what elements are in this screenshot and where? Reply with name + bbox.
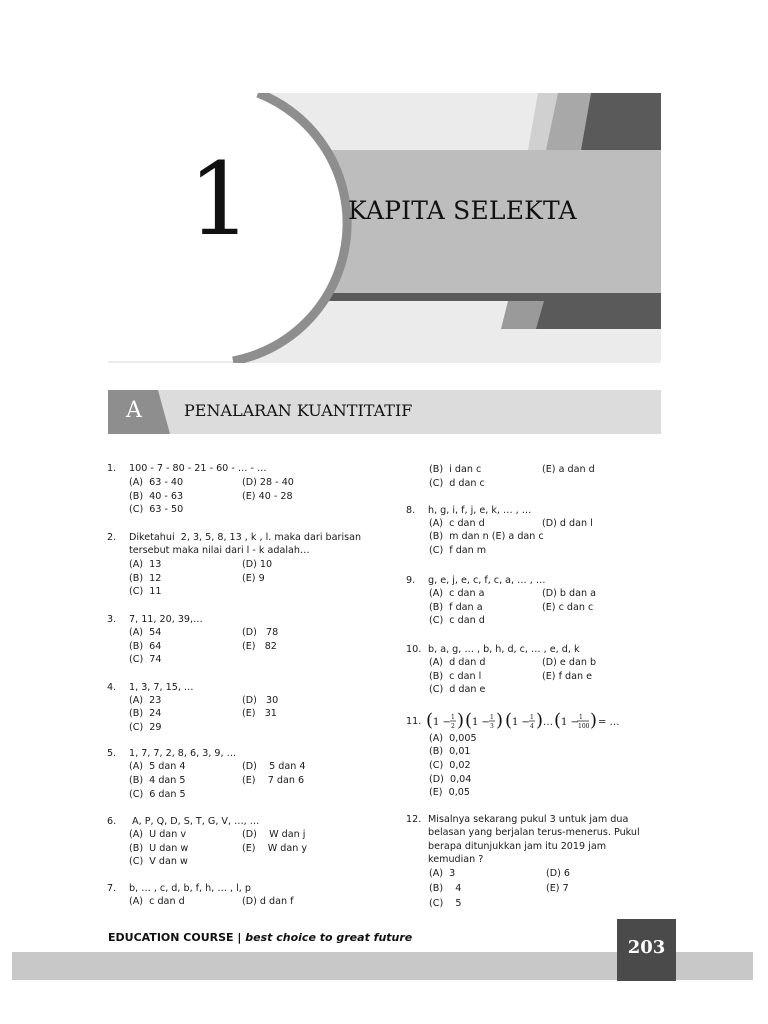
footer-brand: EDUCATION COURSE bbox=[108, 931, 234, 944]
question-stem: h, g, i, f, j, e, k, … , … bbox=[428, 505, 532, 516]
option: (E) a dan d bbox=[542, 464, 595, 475]
section-title: PENALARAN KUANTITATIF bbox=[184, 401, 413, 420]
option: (C) 6 dan 5 bbox=[129, 789, 186, 800]
question-stem: b, a, g, … , b, h, d, c, … , e, d, k bbox=[428, 644, 580, 655]
svg-text:1 −: 1 − bbox=[561, 717, 579, 728]
question-stem: 7, 11, 20, 39,… bbox=[129, 614, 203, 625]
svg-text:(: ( bbox=[554, 710, 562, 731]
option: (D) 30 bbox=[242, 695, 279, 706]
option: (A) U dan v bbox=[129, 829, 186, 840]
formula-den: 3 bbox=[490, 723, 494, 730]
svg-text:(: ( bbox=[426, 710, 434, 731]
option: (B) 24 bbox=[129, 708, 162, 719]
footer-brand-line bbox=[108, 931, 412, 944]
option: (A) 0,005 bbox=[429, 733, 477, 744]
option: (D) d dan f bbox=[242, 896, 294, 907]
option: (C) c dan d bbox=[429, 615, 485, 626]
option: (C) f dan m bbox=[429, 545, 487, 556]
question-number: 1. bbox=[107, 463, 117, 474]
formula-num: 1 bbox=[579, 714, 583, 721]
question-number: 4. bbox=[107, 682, 117, 693]
option: (E) 0,05 bbox=[429, 787, 471, 798]
question-stem: Misalnya sekarang pukul 3 untuk jam dua belasan yang berjalan terus-menerus. Pukul berapa ditunjukkan jam itu 2019 jam kemudian ? bbox=[428, 814, 640, 866]
question-number: 7. bbox=[107, 883, 117, 894]
option: (C) V dan w bbox=[129, 856, 188, 867]
formula-num: 1 bbox=[451, 714, 455, 721]
option: (C) 29 bbox=[129, 722, 162, 733]
option: (B) 4 bbox=[429, 883, 462, 894]
svg-text:(: ( bbox=[465, 710, 473, 731]
option: (D) 78 bbox=[242, 627, 279, 638]
svg-text:1 −: 1 − bbox=[512, 717, 530, 728]
question-stem: g, e, j, e, c, f, c, a, … , … bbox=[428, 575, 546, 586]
footer-separator: | bbox=[237, 931, 242, 944]
section-letter: A bbox=[126, 398, 142, 423]
formula-den: 100 bbox=[578, 723, 590, 730]
question-number: 2. bbox=[107, 532, 117, 543]
option: (B) U dan w bbox=[129, 843, 189, 854]
question-number: 6. bbox=[107, 816, 117, 827]
option: (A) 13 bbox=[129, 559, 162, 570]
option: (D) 0,04 bbox=[429, 774, 472, 785]
svg-text:1 −: 1 − bbox=[472, 717, 490, 728]
option: (C) 5 bbox=[429, 898, 462, 909]
option: (E) c dan c bbox=[542, 602, 594, 613]
svg-text:): ) bbox=[590, 710, 598, 731]
option: (C) 63 - 50 bbox=[129, 504, 184, 515]
question-stem: 1, 7, 7, 2, 8, 6, 3, 9, … bbox=[129, 748, 237, 759]
option: (A) 54 bbox=[129, 627, 162, 638]
question-stem: b, … , c, d, b, f, h, … , l, p bbox=[129, 883, 251, 894]
question-number: 3. bbox=[107, 614, 117, 625]
option: (D) 28 - 40 bbox=[242, 477, 294, 488]
svg-text:): ) bbox=[536, 710, 544, 731]
option: (D) e dan b bbox=[542, 657, 597, 668]
formula-tail: = … bbox=[598, 717, 620, 728]
option: (A) 5 dan 4 bbox=[129, 761, 186, 772]
svg-text:): ) bbox=[496, 710, 504, 731]
option: (A) c dan a bbox=[429, 588, 485, 599]
option: (E) 9 bbox=[242, 573, 265, 584]
svg-text:): ) bbox=[457, 710, 465, 731]
question-number: 9. bbox=[406, 575, 416, 586]
question-stem: Diketahui 2, 3, 5, 8, 13 , k , l. maka dari barisan tersebut maka nilai dari l - k adalah… bbox=[129, 532, 362, 557]
section-header bbox=[108, 390, 661, 434]
option: (D) b dan a bbox=[542, 588, 597, 599]
option: (B) 64 bbox=[129, 641, 162, 652]
formula-num: 1 bbox=[530, 714, 534, 721]
option: (A) 23 bbox=[129, 695, 162, 706]
option: (C) d dan c bbox=[429, 478, 485, 489]
option: (C) d dan e bbox=[429, 684, 486, 695]
question-number: 8. bbox=[406, 505, 416, 516]
question-number: 10. bbox=[406, 644, 422, 655]
option: (B) i dan c bbox=[429, 464, 482, 475]
footer-tagline: best choice to great future bbox=[245, 931, 413, 944]
option: (B) m dan n (E) a dan c bbox=[429, 531, 544, 542]
option: (E) 82 bbox=[242, 641, 277, 652]
question-stem: 100 - 7 - 80 - 21 - 60 - … - … bbox=[129, 463, 267, 474]
option: (D) 6 bbox=[546, 868, 571, 879]
question-number: 5. bbox=[107, 748, 117, 759]
svg-text:(: ( bbox=[505, 710, 513, 731]
formula-den: 2 bbox=[451, 723, 455, 730]
question-stem: 1, 3, 7, 15, … bbox=[129, 682, 194, 693]
option: (E) 31 bbox=[242, 708, 277, 719]
option: (A) c dan d bbox=[129, 896, 185, 907]
chapter-title: KAPITA SELEKTA bbox=[348, 196, 577, 225]
option: (E) 7 dan 6 bbox=[242, 775, 305, 786]
formula-dots: … bbox=[543, 717, 553, 728]
option: (B) 0,01 bbox=[429, 746, 471, 757]
option: (D) 5 dan 4 bbox=[242, 761, 306, 772]
option: (E) 40 - 28 bbox=[242, 491, 293, 502]
option: (B) 40 - 63 bbox=[129, 491, 184, 502]
question-stem: A, P, Q, D, S, T, G, V, …, … bbox=[129, 816, 260, 827]
question-number: 12. bbox=[406, 814, 422, 825]
chapter-number: 1 bbox=[188, 141, 252, 258]
formula-num: 1 bbox=[490, 714, 494, 721]
option: (E) W dan y bbox=[242, 843, 308, 854]
option: (D) 10 bbox=[242, 559, 273, 570]
option: (A) 3 bbox=[429, 868, 456, 879]
option: (C) 74 bbox=[129, 654, 162, 665]
option: (C) 11 bbox=[129, 586, 162, 597]
option: (D) d dan l bbox=[542, 518, 593, 529]
option: (D) W dan j bbox=[242, 829, 306, 840]
option: (B) 4 dan 5 bbox=[129, 775, 186, 786]
svg-text:1 −: 1 − bbox=[433, 717, 451, 728]
option: (B) c dan l bbox=[429, 671, 482, 682]
option: (C) 0,02 bbox=[429, 760, 471, 771]
page-number: 203 bbox=[627, 937, 666, 958]
option: (B) 12 bbox=[129, 573, 162, 584]
option: (B) f dan a bbox=[429, 602, 483, 613]
question-number: 11. bbox=[406, 716, 422, 727]
option: (E) f dan e bbox=[542, 671, 593, 682]
option: (A) c dan d bbox=[429, 518, 485, 529]
option: (A) 63 - 40 bbox=[129, 477, 184, 488]
formula-den: 4 bbox=[530, 723, 534, 730]
option: (A) d dan d bbox=[429, 657, 486, 668]
option: (E) 7 bbox=[546, 883, 569, 894]
